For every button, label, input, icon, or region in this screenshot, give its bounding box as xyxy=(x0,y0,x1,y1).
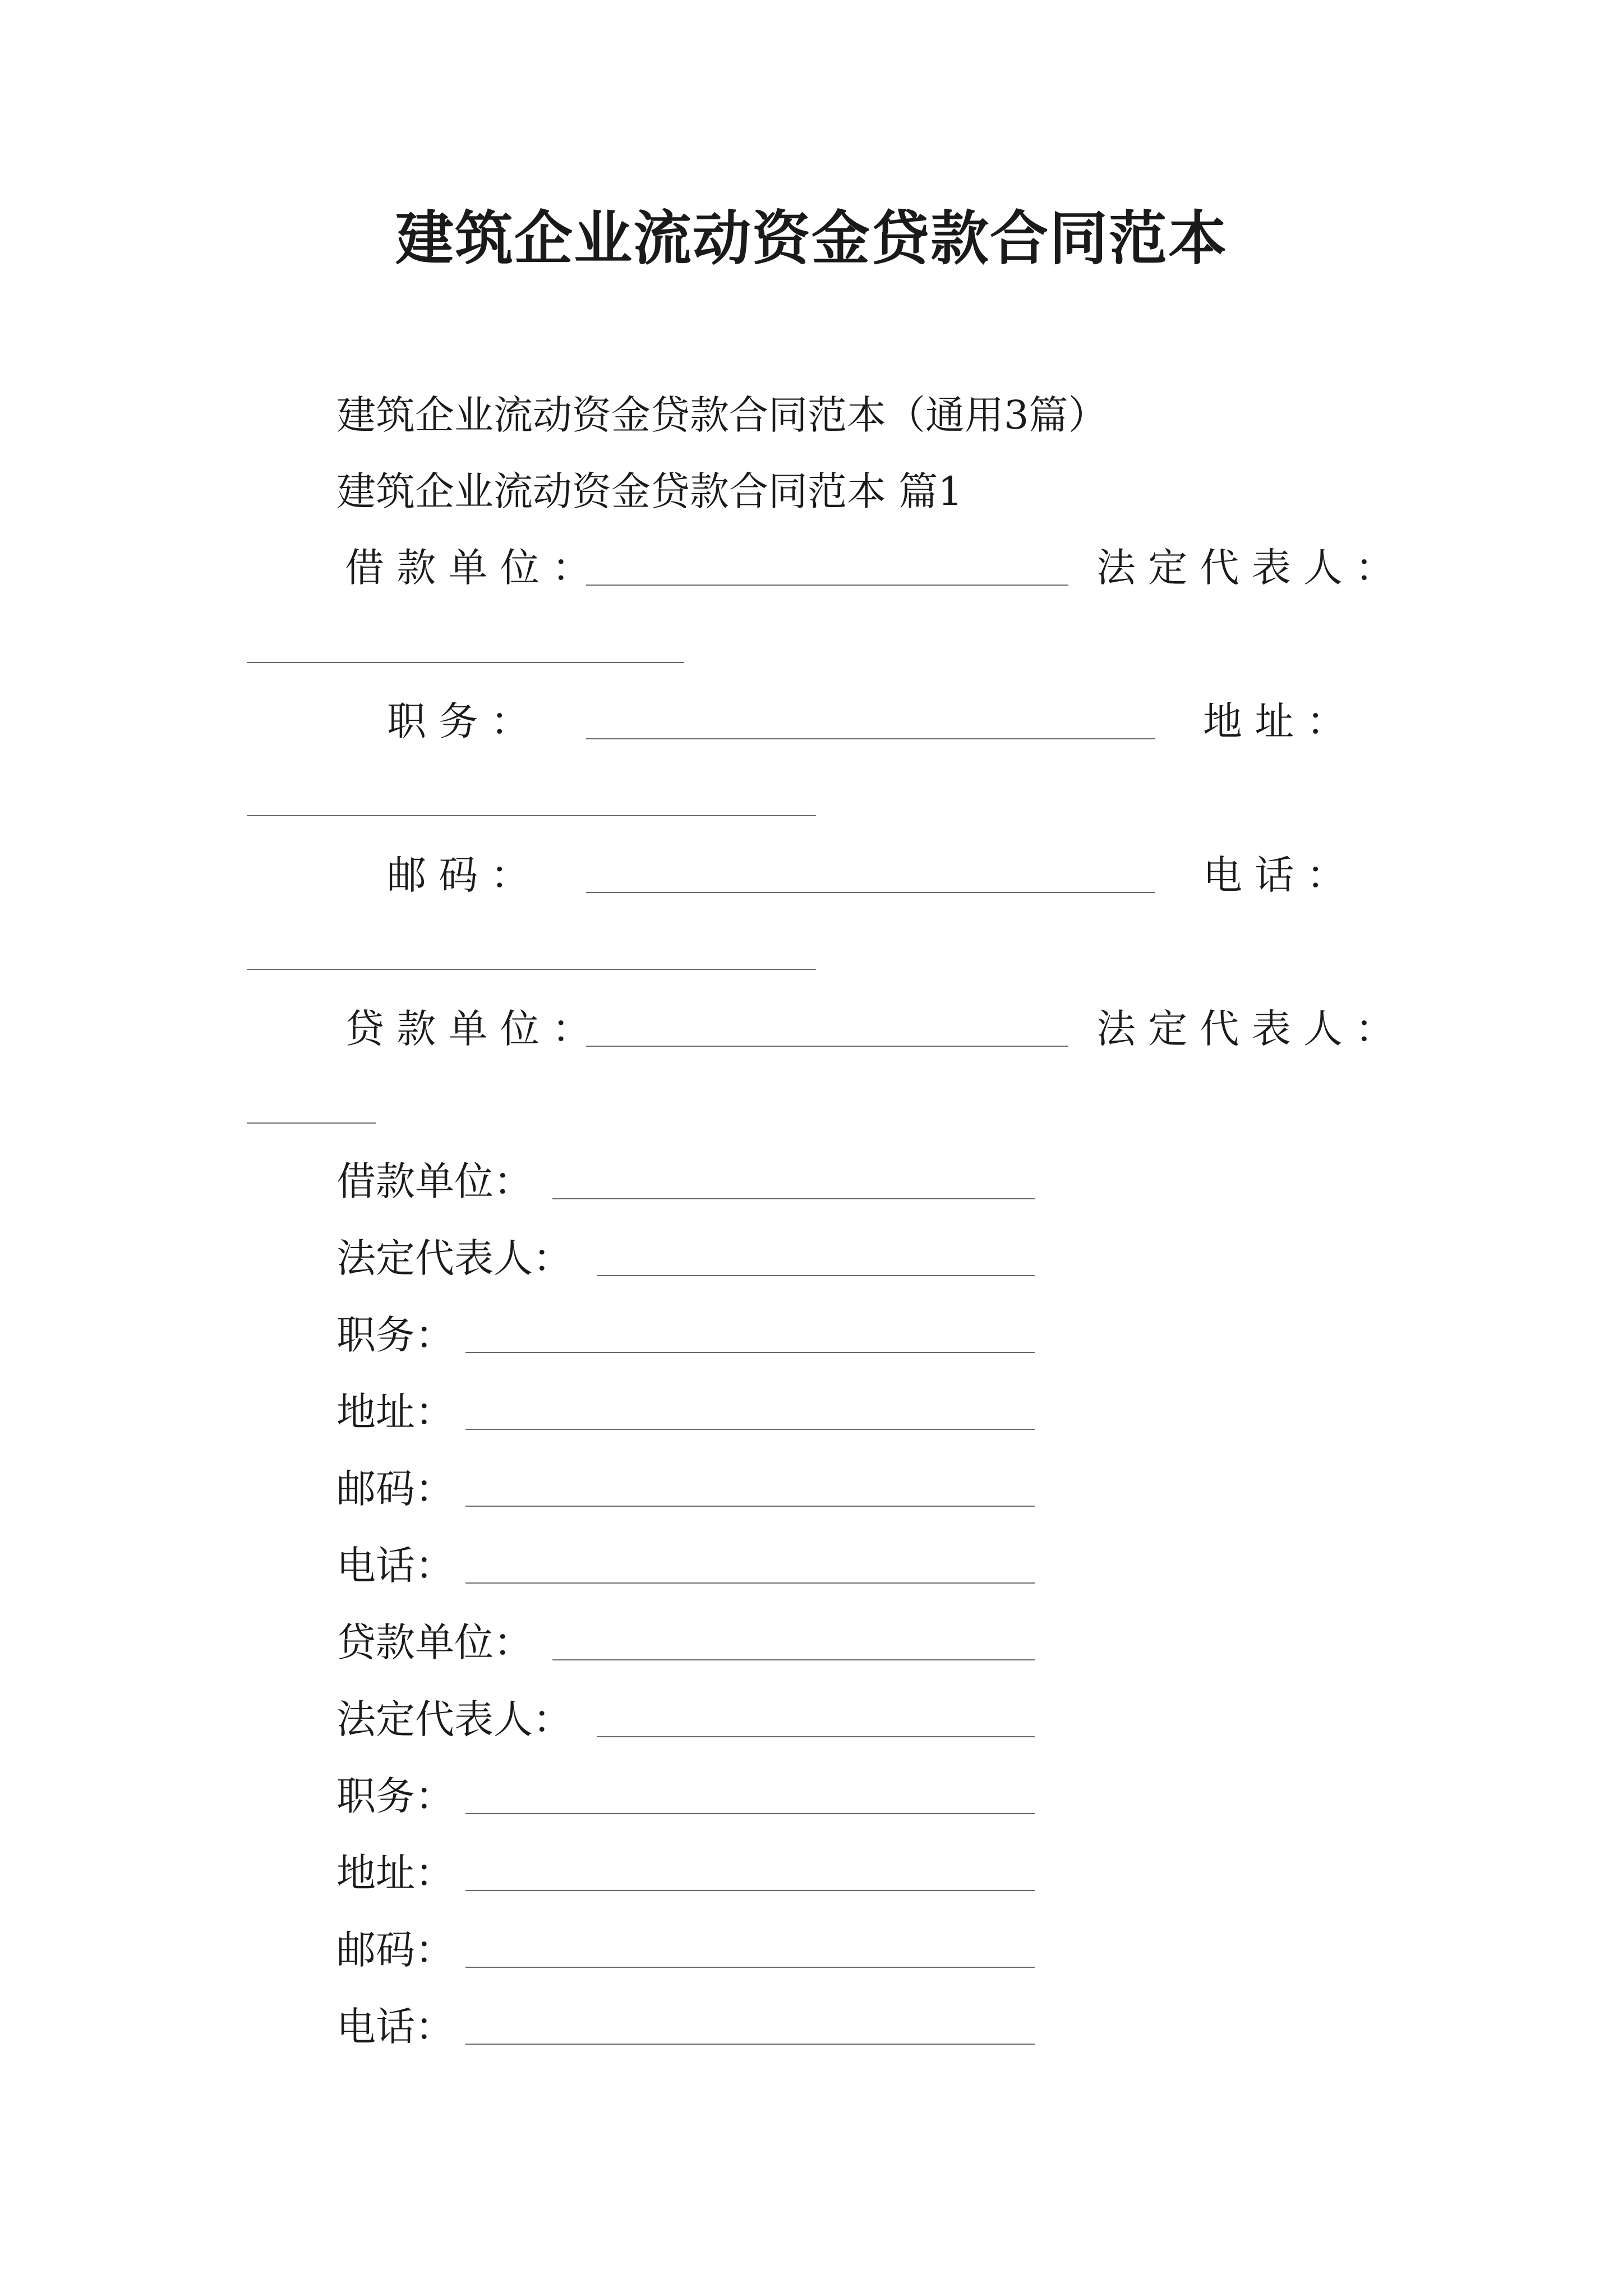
field-blank[interactable] xyxy=(597,1275,1035,1276)
field-blank[interactable] xyxy=(465,1352,1035,1353)
section-heading: 建筑企业流动资金贷款合同范本 篇1 xyxy=(336,468,963,514)
borrower-unit-label: 借 款 单 位 ： xyxy=(345,545,592,591)
field-blank[interactable] xyxy=(465,1582,1035,1584)
lender-legal-rep-blank[interactable] xyxy=(247,1122,376,1124)
lender-legal-rep-label: 法 定 代 表 人 ： xyxy=(1096,1006,1395,1052)
field-label: 电话： xyxy=(336,2004,454,2050)
field-blank[interactable] xyxy=(597,1736,1035,1737)
field-label: 法定代表人： xyxy=(336,1235,572,1281)
field-label: 邮码： xyxy=(336,1927,454,1973)
borrower-phone-blank[interactable] xyxy=(247,969,816,970)
field-blank[interactable] xyxy=(465,1890,1035,1891)
lender-unit-blank[interactable] xyxy=(586,1046,1068,1047)
field-label: 电话： xyxy=(336,1543,454,1589)
field-blank[interactable] xyxy=(465,2044,1035,2045)
borrower-unit-blank[interactable] xyxy=(586,585,1068,586)
borrower-legal-rep-blank[interactable] xyxy=(247,662,684,663)
field-label: 法定代表人： xyxy=(336,1696,572,1742)
field-blank[interactable] xyxy=(465,1429,1035,1430)
field-label: 职务： xyxy=(336,1773,454,1819)
document-subtitle: 建筑企业流动资金贷款合同范本（通用3篇） xyxy=(336,392,1108,438)
field-blank[interactable] xyxy=(465,1967,1035,1968)
document-title: 建筑企业流动资金贷款合同范本 xyxy=(395,204,1228,273)
field-blank[interactable] xyxy=(465,1813,1035,1814)
borrower-position-blank[interactable] xyxy=(586,738,1155,739)
field-blank[interactable] xyxy=(552,1659,1035,1660)
field-label: 贷款单位： xyxy=(336,1619,533,1665)
borrower-legal-rep-label: 法 定 代 表 人 ： xyxy=(1096,545,1395,591)
borrower-phone-label: 电 话 ： xyxy=(1203,852,1346,898)
field-label: 邮码： xyxy=(336,1466,454,1512)
lender-unit-label: 贷 款 单 位 ： xyxy=(345,1006,592,1052)
borrower-position-label: 职 务 ： xyxy=(387,698,530,744)
borrower-address-blank[interactable] xyxy=(247,815,816,816)
field-blank[interactable] xyxy=(552,1198,1035,1199)
field-label: 借款单位： xyxy=(336,1158,533,1204)
borrower-postcode-label: 邮 码 ： xyxy=(387,852,530,898)
borrower-postcode-blank[interactable] xyxy=(586,892,1155,893)
field-label: 地址： xyxy=(336,1850,454,1896)
field-blank[interactable] xyxy=(465,1506,1035,1507)
field-label: 地址： xyxy=(336,1389,454,1435)
field-label: 职务： xyxy=(336,1312,454,1358)
borrower-address-label: 地 址 ： xyxy=(1203,698,1346,744)
